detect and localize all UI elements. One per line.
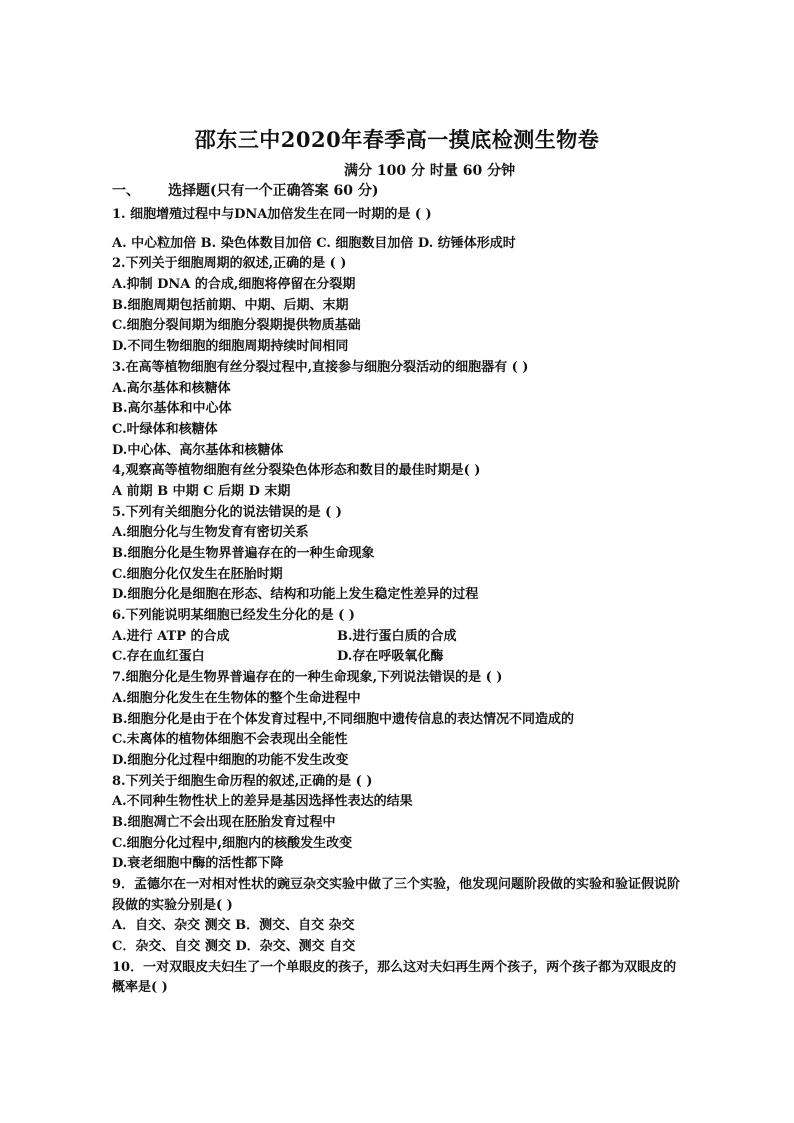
question-6-option-b: B.进行蛋白质的合成 [337, 628, 457, 644]
question-3-option-a: A.高尔基体和核糖体 [112, 380, 231, 396]
question-9-stem: 9．孟德尔在一对相对性状的豌豆杂交实验中做了三个实验，他发现问题阶段做的实验和验证假说阶段做的实验分别是( ) [112, 877, 681, 913]
question-5-option-a: A.细胞分化与生物发育有密切关系 [112, 525, 309, 541]
question-7-option-c: C.未离体的植物体细胞不会表现出全能性 [112, 732, 348, 748]
question-2-option-a: A.抑制 DNA 的合成,细胞将停留在分裂期 [112, 277, 356, 293]
question-5-option-c: C.细胞分化仅发生在胚胎时期 [112, 566, 283, 582]
question-5-option-b: B.细胞分化是生物界普遍存在的一种生命现象 [112, 546, 375, 561]
question-8-option-b: B.细胞凋亡不会出现在胚胎发育过程中 [112, 814, 336, 830]
question-3-option-d: D.中心体、高尔基体和核糖体 [112, 442, 284, 458]
question-6-options-ab [112, 627, 687, 648]
question-9-options-ab: A．自交、杂交 测交 B．测交、自交 杂交 [112, 918, 355, 934]
question-5-option-d: D.细胞分化是细胞在形态、结构和功能上发生稳定性差异的过程 [112, 587, 479, 603]
question-10-stem: 10．一对双眼皮夫妇生了一个单眼皮的孩子，那么这对夫妇再生两个孩子，两个孩子都为双眼皮的概率是( ) [112, 959, 677, 996]
question-2-option-c: C.细胞分裂间期为细胞分裂期提供物质基础 [112, 318, 361, 334]
question-4-stem: 4,观察高等植物细胞有丝分裂染色体形态和数目的最佳时期是( ) [112, 463, 481, 479]
question-2-option-b: B.细胞周期包括前期、中期、后期、末期 [112, 297, 349, 313]
exam-meta: 满分 100 分 时量 60 分钟 [344, 163, 516, 179]
question-6-option-a: A.进行 ATP 的合成 [112, 628, 230, 644]
question-1-options: A. 中心粒加倍 B. 染色体数目加倍 C. 细胞数目加倍 D. 纺锤体形成时 [112, 235, 516, 251]
question-7-option-d: D.细胞分化过程中细胞的功能不发生改变 [112, 752, 349, 768]
section-heading [112, 180, 378, 200]
question-8-option-c: C.细胞分化过程中,细胞内的核酸发生改变 [112, 835, 353, 851]
question-3-stem: 3.在高等植物细胞有丝分裂过程中,直接参与细胞分裂活动的细胞器有 ( ) [112, 359, 529, 375]
question-8-stem: 8.下列关于细胞生命历程的叙述,正确的是 ( ) [112, 773, 373, 789]
question-6-option-c: C.存在血红蛋白 [112, 649, 205, 665]
question-6-options-cd [112, 647, 687, 668]
question-2-option-d: D.不同生物细胞的细胞周期持续时间相同 [112, 339, 349, 355]
question-7-stem: 7.细胞分化是生物界普遍存在的一种生命现象,下列说法错误的是 ( ) [112, 670, 503, 686]
question-3-option-c: C.叶绿体和核糖体 [112, 421, 218, 437]
question-7-option-b: B.细胞分化是由于在个体发育过程中,不同细胞中遗传信息的表达情况不同造成的 [112, 711, 575, 727]
question-1-stem: 1. 细胞增殖过程中与DNA加倍发生在同一时期的是 ( ) [112, 207, 432, 222]
question-6-stem: 6.下列能说明某细胞已经发生分化的是 ( ) [112, 608, 355, 624]
section-number: 一、 [112, 183, 140, 199]
question-8-option-a: A.不同种生物性状上的差异是基因选择性表达的结果 [112, 794, 413, 810]
question-5-stem: 5.下列有关细胞分化的说法错误的是 ( ) [112, 504, 342, 520]
question-9-options-cd: C．杂交、自交 测交 D．杂交、测交 自交 [112, 939, 356, 955]
page-title: 邵东三中2020年春季高一摸底检测生物卷 [194, 127, 600, 152]
question-6-option-d: D.存在呼吸氧化酶 [337, 649, 444, 665]
question-list [112, 205, 687, 999]
question-3-option-b: B.高尔基体和中心体 [112, 401, 232, 417]
question-2-stem: 2.下列关于细胞周期的叙述,正确的是 ( ) [112, 256, 347, 272]
section-title: 选择题(只有一个正确答案 60 分) [168, 183, 379, 199]
question-4-options: A 前期 B 中期 C 后期 D 末期 [112, 483, 291, 499]
question-8-option-d: D.衰老细胞中酶的活性都下降 [112, 856, 284, 872]
question-7-option-a: A.细胞分化发生在生物体的整个生命进程中 [112, 690, 361, 706]
